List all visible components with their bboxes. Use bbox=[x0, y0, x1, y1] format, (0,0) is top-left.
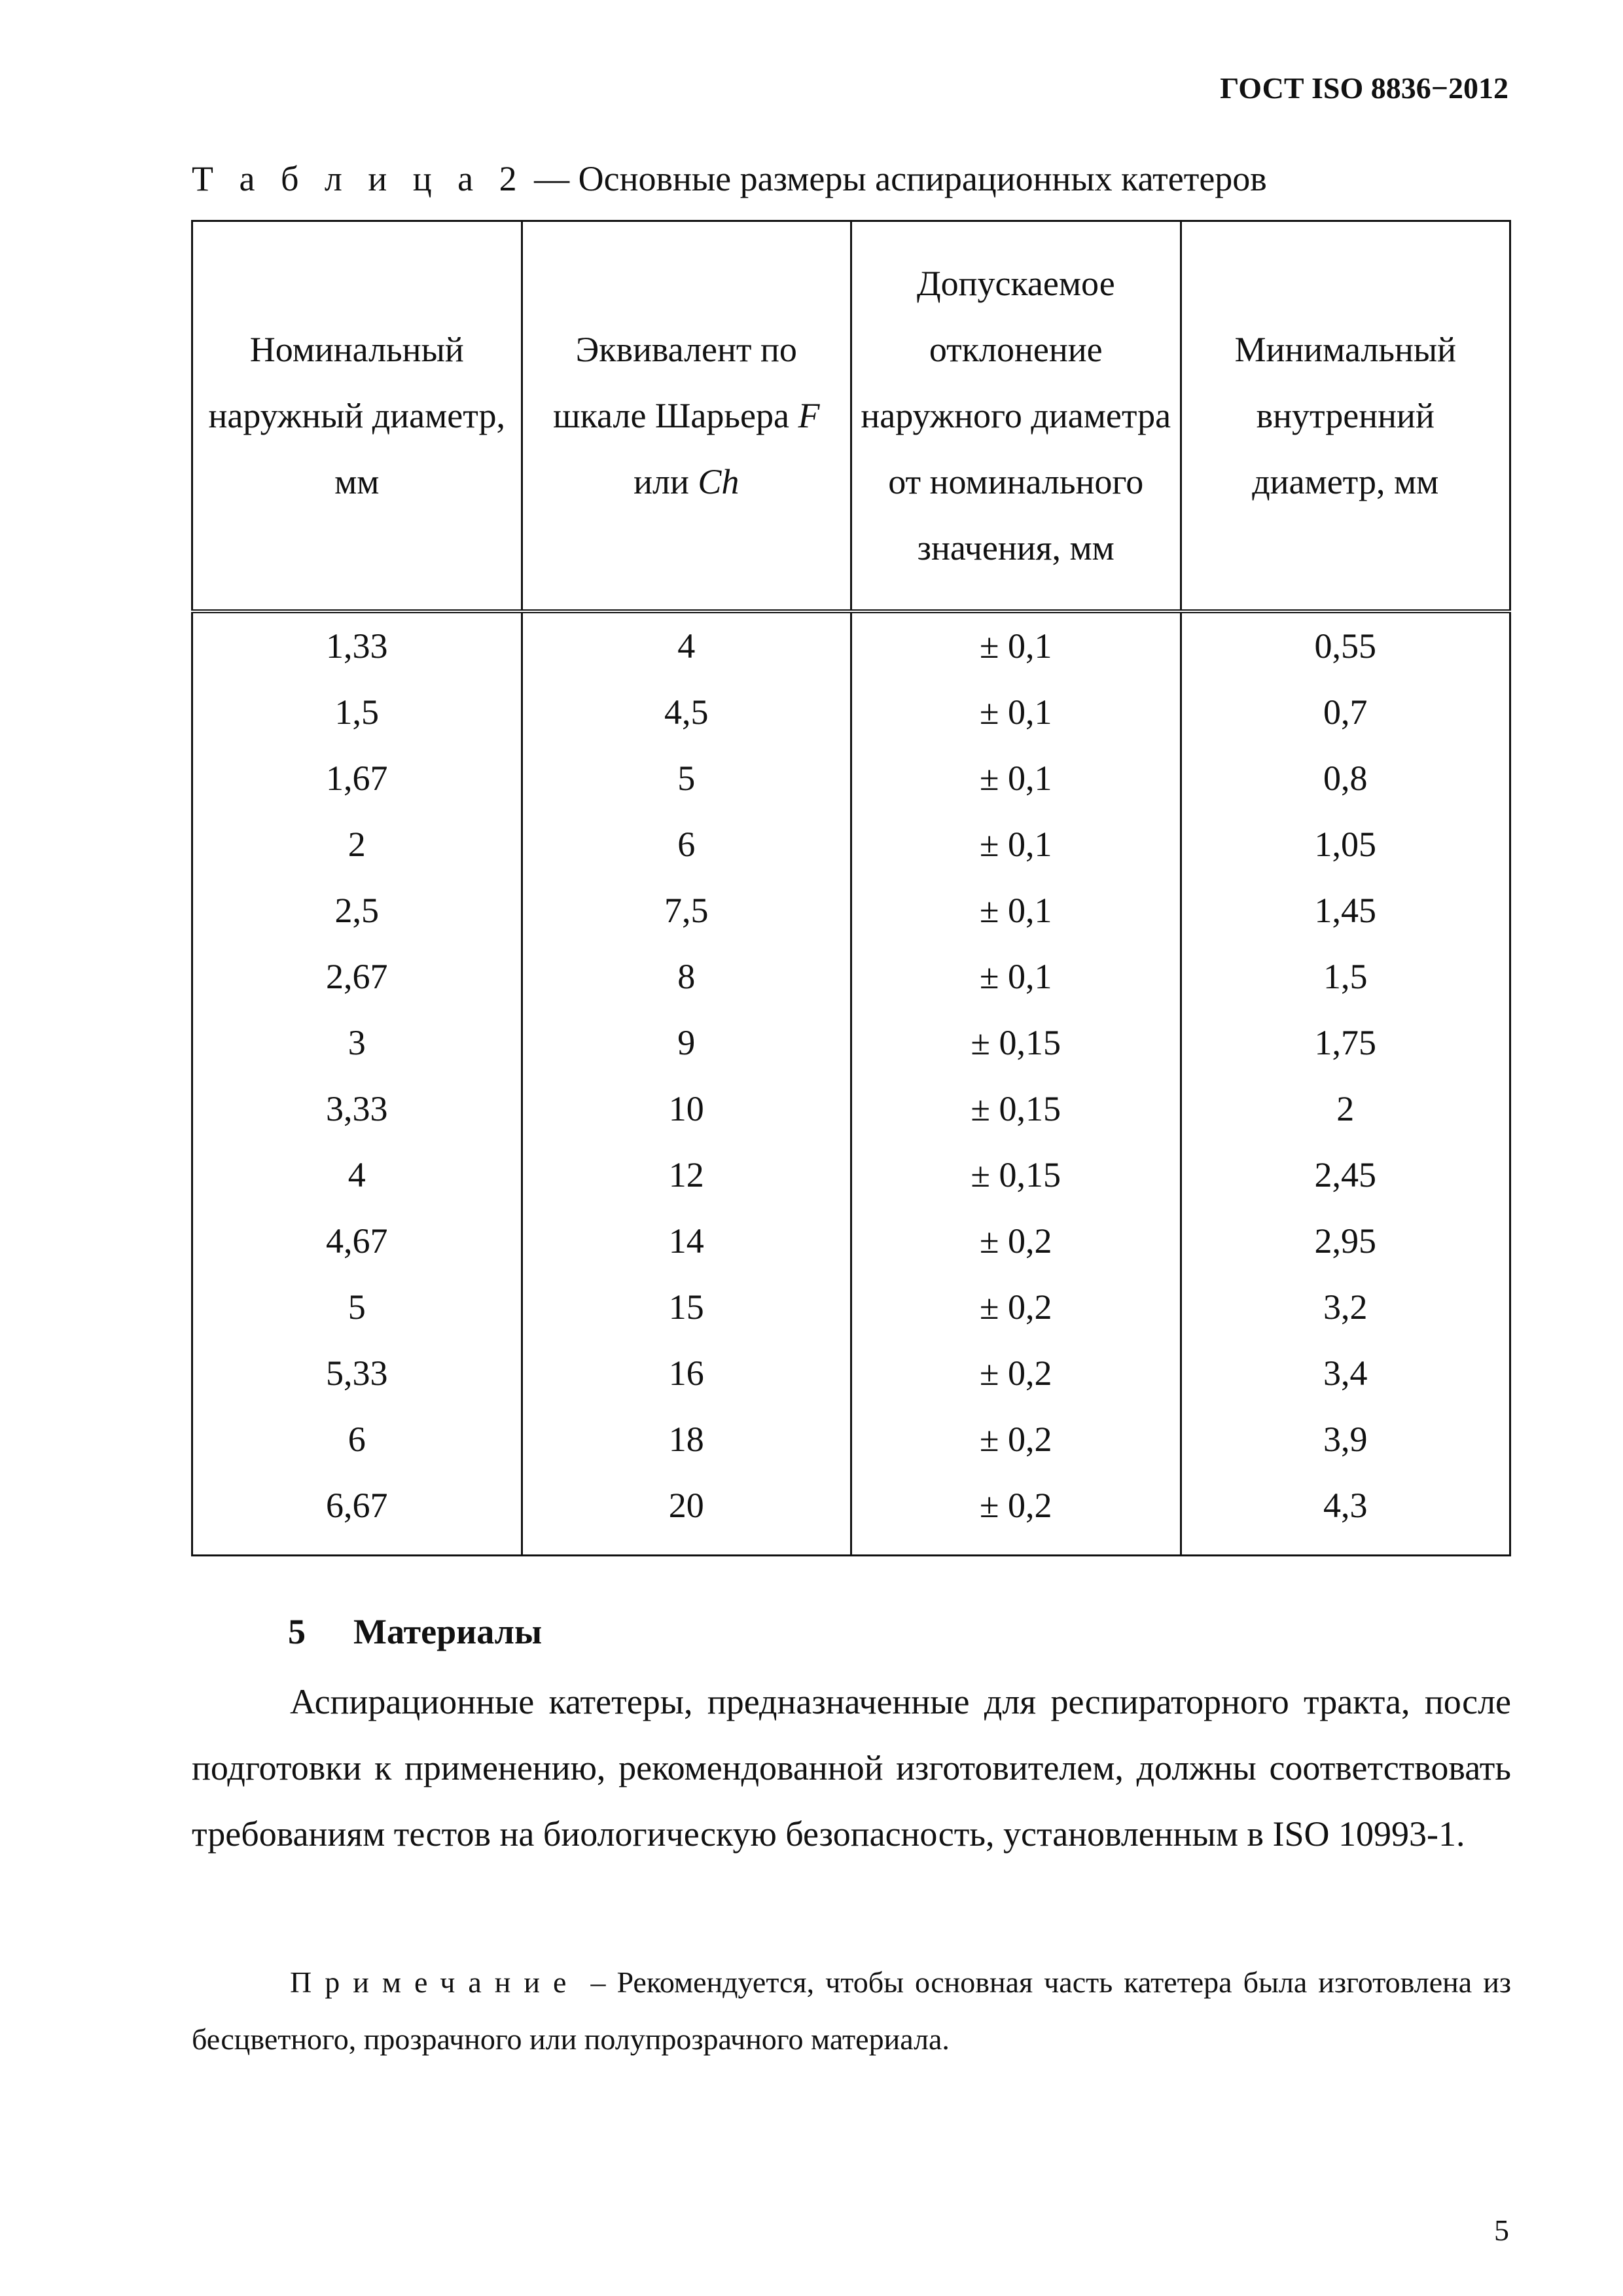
cell-outer-diameter: 5 bbox=[192, 1274, 522, 1340]
cell-outer-diameter: 6 bbox=[192, 1407, 522, 1473]
cell-outer-diameter: 2 bbox=[192, 812, 522, 878]
table-row bbox=[192, 1407, 1510, 1473]
cell-tolerance: ± 0,15 bbox=[851, 1010, 1181, 1076]
cell-inner-diameter: 4,3 bbox=[1181, 1473, 1510, 1556]
section-number: 5 bbox=[288, 1612, 306, 1651]
table-caption-label: Т а б л и ц а 2 bbox=[192, 159, 526, 198]
table-row bbox=[192, 1473, 1510, 1556]
header-charriere-equivalent bbox=[522, 221, 851, 612]
note-label: Примечание bbox=[290, 1965, 580, 1999]
cell-charriere: 12 bbox=[522, 1142, 851, 1208]
cell-charriere: 15 bbox=[522, 1274, 851, 1340]
cell-inner-diameter: 0,55 bbox=[1181, 611, 1510, 679]
note bbox=[192, 1954, 1511, 2068]
standard-code: ГОСТ ISO 8836−2012 bbox=[1220, 71, 1508, 105]
cell-outer-diameter: 4 bbox=[192, 1142, 522, 1208]
cell-outer-diameter: 3 bbox=[192, 1010, 522, 1076]
cell-outer-diameter: 2,67 bbox=[192, 944, 522, 1010]
table-row bbox=[192, 1208, 1510, 1274]
cell-inner-diameter: 0,7 bbox=[1181, 679, 1510, 745]
header-charriere-ch: Ch bbox=[698, 461, 740, 501]
cell-charriere: 5 bbox=[522, 745, 851, 812]
header-charriere-or: или bbox=[633, 461, 698, 501]
cell-outer-diameter: 1,67 bbox=[192, 745, 522, 812]
header-charriere-text: Эквивалент по шкале Шарьера bbox=[553, 329, 798, 435]
note-text: – Рекомендуется, чтобы основная часть катетера была изготовлена из бесцветного, прозрачного или полупрозрачного материала. bbox=[192, 1965, 1511, 2056]
table-row bbox=[192, 944, 1510, 1010]
header-min-inner-diameter: Минимальный внутренний диаметр, мм bbox=[1181, 221, 1510, 612]
cell-tolerance: ± 0,1 bbox=[851, 812, 1181, 878]
cell-inner-diameter: 3,2 bbox=[1181, 1274, 1510, 1340]
cell-outer-diameter: 3,33 bbox=[192, 1076, 522, 1142]
cell-inner-diameter: 1,75 bbox=[1181, 1010, 1510, 1076]
table-header-row bbox=[192, 221, 1510, 612]
cell-outer-diameter: 6,67 bbox=[192, 1473, 522, 1556]
cell-inner-diameter: 1,5 bbox=[1181, 944, 1510, 1010]
section-title: Материалы bbox=[353, 1612, 543, 1651]
cell-charriere: 6 bbox=[522, 812, 851, 878]
cell-charriere: 8 bbox=[522, 944, 851, 1010]
cell-charriere: 18 bbox=[522, 1407, 851, 1473]
cell-inner-diameter: 2 bbox=[1181, 1076, 1510, 1142]
table-row bbox=[192, 1340, 1510, 1407]
table-row bbox=[192, 611, 1510, 679]
cell-tolerance: ± 0,2 bbox=[851, 1407, 1181, 1473]
cell-tolerance: ± 0,1 bbox=[851, 611, 1181, 679]
cell-inner-diameter: 2,95 bbox=[1181, 1208, 1510, 1274]
cell-charriere: 10 bbox=[522, 1076, 851, 1142]
cell-inner-diameter: 1,45 bbox=[1181, 878, 1510, 944]
cell-outer-diameter: 1,33 bbox=[192, 611, 522, 679]
cell-charriere: 9 bbox=[522, 1010, 851, 1076]
table-caption-text: — Основные размеры аспирационных катетеров bbox=[525, 159, 1267, 198]
header-nominal-outer-diameter: Номинальный наружный диаметр, мм bbox=[192, 221, 522, 612]
cell-tolerance: ± 0,2 bbox=[851, 1473, 1181, 1556]
cell-charriere: 4 bbox=[522, 611, 851, 679]
header-charriere-f: F bbox=[798, 395, 820, 435]
cell-tolerance: ± 0,1 bbox=[851, 679, 1181, 745]
table-row bbox=[192, 812, 1510, 878]
table-row bbox=[192, 1010, 1510, 1076]
header-tolerance: Допускаемое отклонение наружного диаметра от номинального значения, мм bbox=[851, 221, 1181, 612]
cell-tolerance: ± 0,2 bbox=[851, 1208, 1181, 1274]
cell-tolerance: ± 0,1 bbox=[851, 745, 1181, 812]
cell-inner-diameter: 1,05 bbox=[1181, 812, 1510, 878]
dimensions-table bbox=[191, 220, 1511, 1556]
table-row bbox=[192, 1274, 1510, 1340]
section-paragraph: Аспирационные катетеры, предназначенные для респираторного тракта, после подготовки к применению, рекомендованной изготовителем, должны соответствовать требованиям тестов на биологическую безопасность, установленным в ISO 10993-1. bbox=[192, 1682, 1511, 1854]
cell-charriere: 16 bbox=[522, 1340, 851, 1407]
cell-inner-diameter: 2,45 bbox=[1181, 1142, 1510, 1208]
cell-charriere: 7,5 bbox=[522, 878, 851, 944]
cell-charriere: 4,5 bbox=[522, 679, 851, 745]
cell-outer-diameter: 1,5 bbox=[192, 679, 522, 745]
cell-charriere: 20 bbox=[522, 1473, 851, 1556]
cell-inner-diameter: 3,9 bbox=[1181, 1407, 1510, 1473]
table-row bbox=[192, 1076, 1510, 1142]
cell-outer-diameter: 5,33 bbox=[192, 1340, 522, 1407]
cell-inner-diameter: 0,8 bbox=[1181, 745, 1510, 812]
table-caption bbox=[192, 158, 1267, 199]
cell-tolerance: ± 0,2 bbox=[851, 1340, 1181, 1407]
cell-outer-diameter: 2,5 bbox=[192, 878, 522, 944]
cell-tolerance: ± 0,15 bbox=[851, 1076, 1181, 1142]
cell-inner-diameter: 3,4 bbox=[1181, 1340, 1510, 1407]
table-row bbox=[192, 679, 1510, 745]
cell-tolerance: ± 0,1 bbox=[851, 878, 1181, 944]
section-heading bbox=[288, 1611, 542, 1652]
cell-charriere: 14 bbox=[522, 1208, 851, 1274]
table-row bbox=[192, 745, 1510, 812]
cell-tolerance: ± 0,15 bbox=[851, 1142, 1181, 1208]
table-row bbox=[192, 1142, 1510, 1208]
cell-tolerance: ± 0,2 bbox=[851, 1274, 1181, 1340]
page-number: 5 bbox=[1494, 2214, 1509, 2247]
cell-outer-diameter: 4,67 bbox=[192, 1208, 522, 1274]
table-row bbox=[192, 878, 1510, 944]
cell-tolerance: ± 0,1 bbox=[851, 944, 1181, 1010]
